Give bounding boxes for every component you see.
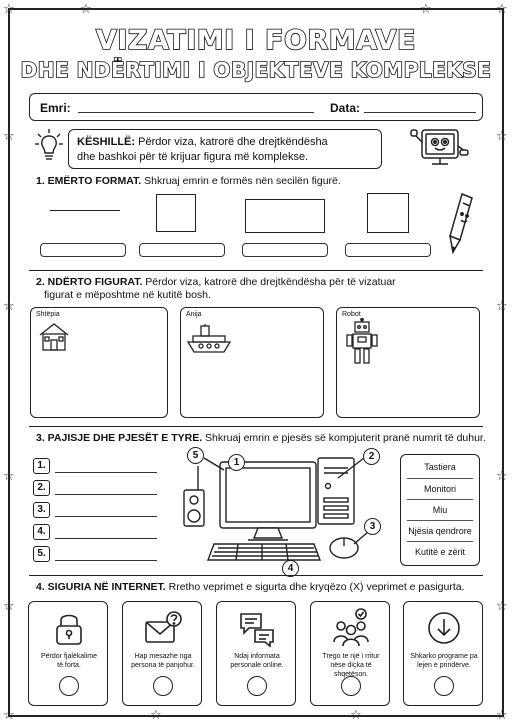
safety-card-2: Hap mesazhe nga persona të panjohur. xyxy=(122,601,202,706)
star-icon: ☆ xyxy=(3,469,15,484)
lightbulb-icon xyxy=(34,128,64,164)
safety-card-4: Trego te një i rritur nëse diçka të shqetëson. xyxy=(310,601,390,706)
draw-box-house[interactable] xyxy=(30,307,168,418)
word-bank-item: Monitori xyxy=(423,484,456,494)
star-icon: ☆ xyxy=(80,2,92,17)
computer-diagram xyxy=(178,448,388,570)
star-icon: ☆ xyxy=(3,599,15,614)
star-icon: ☆ xyxy=(350,708,362,723)
word-bank-item: Miu xyxy=(432,505,448,515)
section2-heading: 2. NDËRTO FIGURAT. Përdor viza, katrorë dhe drejtkëndësha për të vizatuar figurat e mëposhtme në kutitë bosh. xyxy=(36,276,396,301)
page-title: VIZATIMI I FORMAVE xyxy=(95,25,416,56)
word-bank-item: Kutitë e zërit xyxy=(414,547,466,557)
date-field[interactable] xyxy=(364,112,476,113)
section3-heading: 3. PAJISJE DHE PJESËT E TYRE. Shkruaj emrin e pjesës së kompjuterit pranë numrit të duhur. xyxy=(36,432,486,444)
word-bank-item: Tastiera xyxy=(424,462,456,472)
draw-box-robot[interactable] xyxy=(336,307,480,418)
answer-circle-1[interactable] xyxy=(59,676,79,696)
star-icon: ☆ xyxy=(496,299,508,314)
pencil-icon xyxy=(448,190,480,256)
name-field[interactable] xyxy=(78,112,314,113)
shape-line xyxy=(50,210,120,211)
ship-icon xyxy=(187,324,231,354)
shape-square-2 xyxy=(367,193,409,233)
answer-box-4[interactable] xyxy=(345,243,431,257)
tip-text-line2: dhe bashkoi për të krijuar figura më komplekse. xyxy=(77,151,309,163)
envelope-question-icon xyxy=(143,608,183,648)
star-icon: ☆ xyxy=(496,2,508,17)
star-icon: ☆ xyxy=(3,299,15,314)
section-divider xyxy=(29,270,483,271)
answer-line-5[interactable] xyxy=(55,560,157,561)
callout-5: 5 xyxy=(187,447,204,464)
number-label-1: 1. xyxy=(33,458,50,474)
computer-mascot-icon xyxy=(408,124,472,172)
draw-box-label: Robot xyxy=(342,311,361,318)
safety-card-5: Shkarko programe pa lejen e prindërve. xyxy=(403,601,483,706)
chat-bubbles-icon xyxy=(237,608,277,648)
star-icon: ☆ xyxy=(496,469,508,484)
date-label: Data: xyxy=(330,101,361,115)
star-icon: ☆ xyxy=(3,2,15,17)
word-bank-item: Njësia qendrore xyxy=(408,526,472,536)
number-label-4: 4. xyxy=(33,524,50,540)
draw-box-ship[interactable] xyxy=(180,307,324,418)
answer-box-1[interactable] xyxy=(40,243,126,257)
section-divider xyxy=(29,426,483,427)
name-label: Emri: xyxy=(40,101,71,115)
answer-line-4[interactable] xyxy=(55,538,157,539)
callout-2: 2 xyxy=(363,448,380,465)
callout-3: 3 xyxy=(364,518,381,535)
page-subtitle: DHE NDËRTIMI I OBJEKTEVE KOMPLEKSE xyxy=(20,58,492,82)
star-icon: ☆ xyxy=(420,2,432,17)
name-date-row xyxy=(29,93,483,121)
callout-4: 4 xyxy=(282,560,299,577)
download-icon xyxy=(424,608,464,648)
number-label-5: 5. xyxy=(33,546,50,562)
section-divider xyxy=(29,575,483,576)
star-icon: ☆ xyxy=(3,129,15,144)
callout-1: 1 xyxy=(228,454,245,471)
answer-circle-3[interactable] xyxy=(247,676,267,696)
star-icon: ☆ xyxy=(150,708,162,723)
section1-heading: 1. EMËRTO FORMAT. Shkruaj emrin e formës nën secilën figurë. xyxy=(36,175,341,187)
people-group-icon xyxy=(331,608,371,648)
answer-line-1[interactable] xyxy=(55,472,157,473)
answer-circle-2[interactable] xyxy=(153,676,173,696)
answer-circle-4[interactable] xyxy=(341,676,361,696)
shape-square xyxy=(156,194,196,232)
word-bank xyxy=(400,454,480,566)
answer-line-2[interactable] xyxy=(55,494,157,495)
robot-icon xyxy=(345,318,379,366)
number-label-2: 2. xyxy=(33,480,50,496)
tip-box xyxy=(68,129,382,169)
answer-line-3[interactable] xyxy=(55,516,157,517)
house-icon xyxy=(38,322,70,352)
number-label-3: 3. xyxy=(33,502,50,518)
padlock-icon xyxy=(49,608,89,648)
draw-box-label: Shtëpia xyxy=(36,311,60,318)
star-icon: ☆ xyxy=(496,708,508,723)
star-icon: ☆ xyxy=(496,599,508,614)
safety-card-3: Ndaj informata personale online. xyxy=(216,601,296,706)
star-icon: ☆ xyxy=(3,708,15,723)
shape-rectangle xyxy=(245,199,325,233)
answer-box-3[interactable] xyxy=(242,243,328,257)
tip-text-line1: Përdor viza, katrorë dhe drejtkëndësha xyxy=(138,136,328,148)
safety-card-1: Përdor fjalëkalime të forta. xyxy=(28,601,108,706)
star-icon: ☆ xyxy=(496,129,508,144)
answer-circle-5[interactable] xyxy=(434,676,454,696)
draw-box-label: Anija xyxy=(186,311,202,318)
tip-label: KËSHILLË: xyxy=(77,136,136,148)
section4-heading: 4. SIGURIA NË INTERNET. Rretho veprimet e sigurta dhe kryqëzo (X) veprimet e pasigurta. xyxy=(36,581,465,593)
answer-box-2[interactable] xyxy=(139,243,225,257)
